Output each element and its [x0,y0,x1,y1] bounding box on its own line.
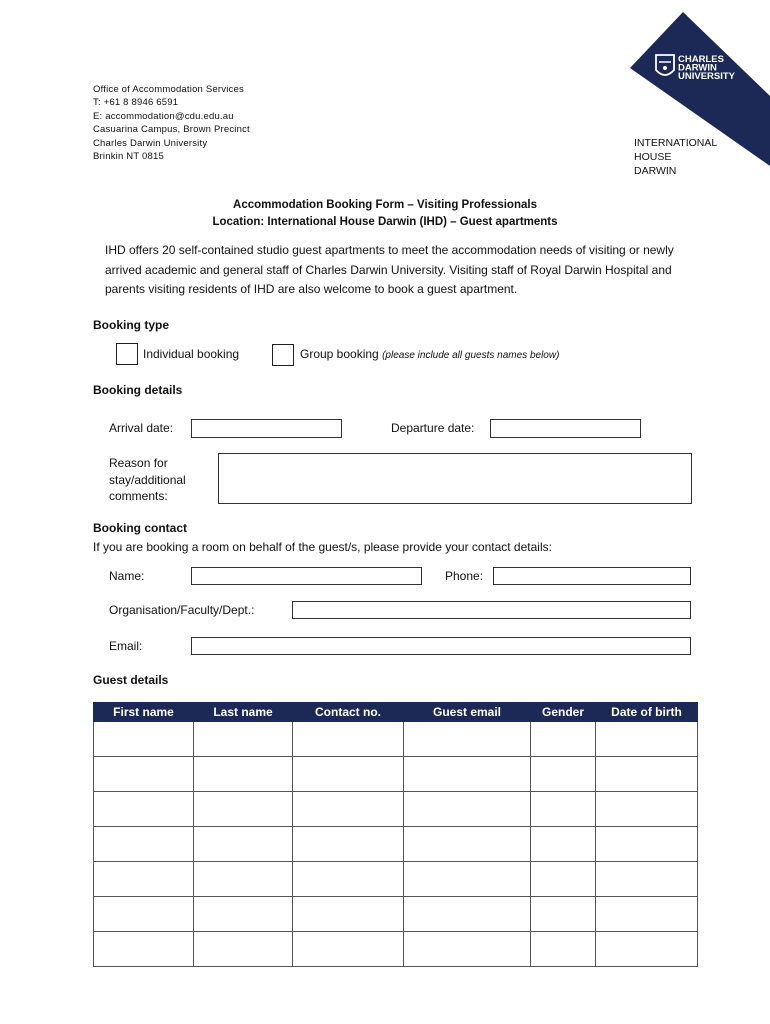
address-line: Office of Accommodation Services [93,84,244,95]
booking-contact-heading: Booking contact [93,521,188,535]
table-cell-input[interactable] [404,722,531,757]
arrival-date-field[interactable] [191,419,342,438]
column-header-contact-no: Contact no. [293,703,404,722]
table-cell-input[interactable] [293,757,404,792]
guest-rows [94,722,698,967]
table-header-row [94,703,698,722]
table-cell-input[interactable] [404,897,531,932]
guest-details-table [93,702,698,967]
table-cell-input[interactable] [94,932,194,967]
group-booking-label: Group booking [300,347,379,361]
office-address [93,83,250,163]
table-cell-input[interactable] [293,932,404,967]
table-cell-input[interactable] [94,862,194,897]
individual-booking-label: Individual booking [143,347,240,361]
column-header-guest-email: Guest email [404,703,531,722]
table-cell-input[interactable] [404,827,531,862]
column-header-first-name: First name [94,703,194,722]
address-line: Brinkin NT 0815 [93,151,164,163]
table-cell-input[interactable] [94,897,194,932]
reason-label-line: comments: [109,489,168,503]
table-cell-input[interactable] [531,827,596,862]
table-cell-input[interactable] [596,897,698,932]
reason-label-line: Reason for [109,456,168,470]
table-cell-input[interactable] [531,792,596,827]
table-row [94,792,698,827]
guest-details-heading: Guest details [93,673,169,687]
table-cell-input[interactable] [293,897,404,932]
address-line: E: accommodation@cdu.edu.au [93,110,234,122]
departure-date-label: Departure date: [391,421,475,435]
reason-label-line: stay/additional [109,472,186,487]
table-cell-input[interactable] [194,792,293,827]
contact-name-field[interactable] [191,567,422,585]
contact-email-label: Email: [109,639,143,653]
table-cell-input[interactable] [94,722,194,757]
organisation-label: Organisation/Faculty/Dept.: [109,603,255,617]
table-cell-input[interactable] [404,792,531,827]
table-cell-input[interactable] [404,757,531,792]
form-title: Accommodation Booking Form – Visiting Professionals [233,199,537,211]
table-cell-input[interactable] [194,862,293,897]
form-subtitle: Location: International House Darwin (IHD) – Guest apartments [212,216,558,228]
logo-text-line: DARWIN [678,62,717,74]
contact-email-field[interactable] [191,637,691,655]
table-cell-input[interactable] [596,757,698,792]
logo-text-line: CHARLES [678,54,724,65]
table-cell-input[interactable] [194,897,293,932]
table-cell-input[interactable] [94,792,194,827]
house-line: HOUSE [634,150,672,163]
table-cell-input[interactable] [194,932,293,967]
table-cell-input[interactable] [194,757,293,792]
contact-name-label: Name: [109,569,145,583]
table-cell-input[interactable] [596,932,698,967]
table-cell-input[interactable] [194,827,293,862]
house-line: INTERNATIONAL [634,137,718,149]
organisation-field[interactable] [292,601,691,619]
table-cell-input[interactable] [293,862,404,897]
table-cell-input[interactable] [596,827,698,862]
table-row [94,827,698,862]
column-header-last-name: Last name [194,703,293,722]
booking-type-heading: Booking type [93,318,170,332]
booking-details-heading: Booking details [93,383,183,397]
column-header-gender: Gender [531,703,596,722]
table-cell-input[interactable] [194,722,293,757]
table-row [94,897,698,932]
table-cell-input[interactable] [531,722,596,757]
table-cell-input[interactable] [293,722,404,757]
group-booking-label-wrap [300,347,559,361]
table-cell-input[interactable] [531,757,596,792]
table-cell-input[interactable] [596,722,698,757]
logo-text-line: UNIVERSITY [678,71,736,82]
contact-phone-field[interactable] [493,567,691,585]
address-line: Charles Darwin University [93,137,208,149]
booking-contact-instruction: If you are booking a room on behalf of the guest/s, please provide your contact details: [93,540,552,554]
table-row [94,862,698,897]
column-header-date-of-birth: Date of birth [596,703,698,722]
address-line: Casuarina Campus, Brown Precinct [93,124,250,136]
group-booking-note: (please include all guests names below) [382,350,560,361]
international-house-label [634,137,717,178]
table-row [94,932,698,967]
house-line: DARWIN [634,164,677,177]
reason-label [109,455,186,505]
table-cell-input[interactable] [404,862,531,897]
table-row [94,722,698,757]
table-cell-input[interactable] [531,932,596,967]
group-booking-checkbox[interactable] [272,344,294,366]
table-cell-input[interactable] [596,862,698,897]
table-cell-input[interactable] [531,862,596,897]
table-cell-input[interactable] [404,932,531,967]
individual-booking-checkbox[interactable] [116,343,138,365]
table-cell-input[interactable] [596,792,698,827]
table-cell-input[interactable] [94,757,194,792]
table-cell-input[interactable] [531,897,596,932]
table-cell-input[interactable] [94,827,194,862]
intro-paragraph: IHD offers 20 self-contained studio guest apartments to meet the accommodation needs of visiting or newly arrived academic and general staff of Charles Darwin University. Visiting staff of Royal Darwin Hospital and parents visiting residents of IHD are also welcome to book a guest apartment. [105,243,674,296]
arrival-date-label: Arrival date: [109,421,174,435]
table-cell-input[interactable] [293,792,404,827]
address-line: T: +61 8 8946 6591 [93,97,179,109]
departure-date-field[interactable] [490,419,641,438]
contact-phone-label: Phone: [445,569,484,583]
table-cell-input[interactable] [293,827,404,862]
table-row [94,757,698,792]
reason-comments-field[interactable] [218,453,692,504]
